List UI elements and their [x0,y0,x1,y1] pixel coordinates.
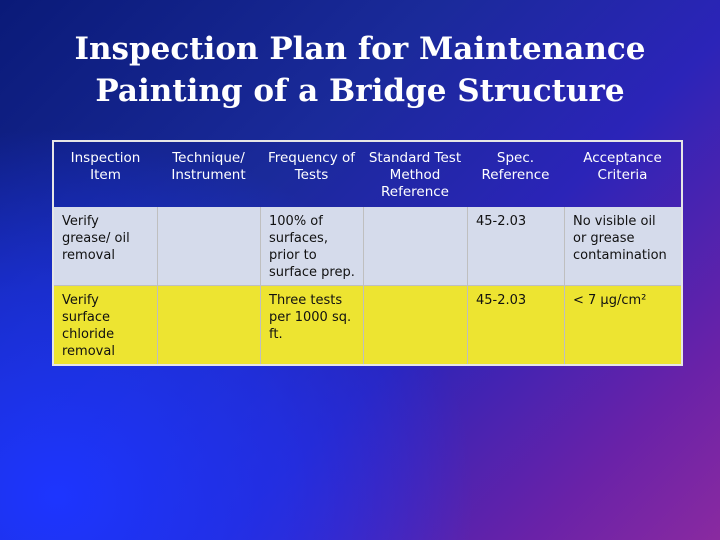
header-standard-test-method: Standard Test Method Reference [368,150,462,200]
table-cell: No visible oil or grease contamination [564,207,681,286]
table-cell: 45-2.03 [467,286,564,364]
table-cell: < 7 µg/cm² [564,286,681,364]
table-cell [157,207,260,286]
table-cell: Three tests per 1000 sq. ft. [260,286,363,364]
table-cell: 45-2.03 [467,207,564,286]
table-cell [363,286,467,364]
table-row [54,207,681,286]
table-header-row [54,142,681,207]
slide-title [40,28,680,112]
title-line-2: Painting of a Bridge Structure [95,73,625,109]
table-cell [363,207,467,286]
table-row [54,286,681,364]
table-cell: 100% of surfaces, prior to surface prep. [260,207,363,286]
header-acceptance-criteria: Acceptance Criteria [583,150,662,183]
table-cell [157,286,260,364]
header-technique-instrument: Technique/ Instrument [171,150,246,183]
inspection-plan-table [52,140,683,366]
header-inspection-item: Inspection Item [70,150,141,183]
title-line-1: Inspection Plan for Maintenance [74,31,646,67]
header-spec-reference: Spec. Reference [481,150,550,183]
table-cell: Verify grease/ oil removal [54,207,157,286]
table-cell: Verify surface chloride removal [54,286,157,364]
header-frequency-of-tests: Frequency of Tests [267,150,356,183]
